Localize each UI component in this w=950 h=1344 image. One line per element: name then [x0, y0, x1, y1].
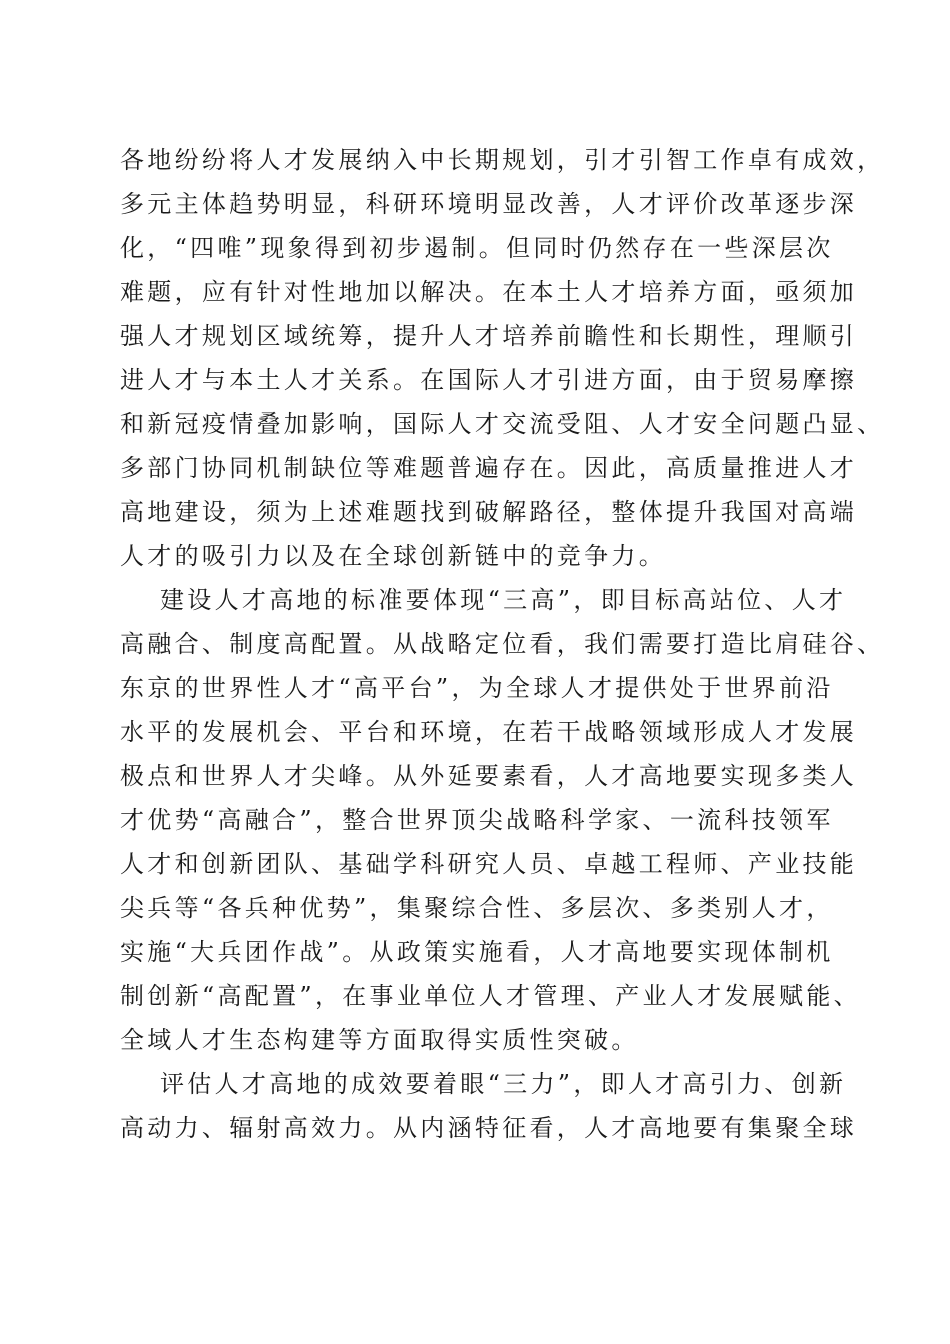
paragraph-1-line-3: 化，“四唯”现象得到初步遏制。但同时仍然存在一些深层次 — [120, 234, 834, 262]
paragraph-2-line-11: 全域人才生态构建等方面取得实质性突破。 — [120, 1026, 639, 1054]
paragraph-2-line-4: 水平的发展机会、平台和环境，在若干战略领域形成人才发展 — [120, 718, 858, 746]
paragraph-2-line-5: 极点和世界人才尖峰。从外延要素看，人才高地要实现多类人 — [120, 762, 858, 790]
paragraph-1-line-2: 多元主体趋势明显，科研环境明显改善，人才评价改革逐步深 — [120, 190, 858, 218]
paragraph-2-line-9: 实施“大兵团作战”。从政策实施看，人才高地要实现体制机 — [120, 938, 834, 966]
paragraph-1-line-1: 各地纷纷将人才发展纳入中长期规划，引才引智工作卓有成效， — [120, 146, 885, 174]
paragraph-2-line-3: 东京的世界性人才“高平台”，为全球人才提供处于世界前沿 — [120, 674, 834, 702]
paragraph-2-line-7: 人才和创新团队、基础学科研究人员、卓越工程师、产业技能 — [120, 850, 858, 878]
paragraph-2-line-6: 才优势“高融合”，整合世界顶尖战略科学家、一流科技领军 — [120, 806, 834, 834]
paragraph-2-line-2: 高融合、制度高配置。从战略定位看，我们需要打造比肩硅谷、 — [120, 630, 885, 658]
paragraph-1-line-10: 人才的吸引力以及在全球创新链中的竞争力。 — [120, 542, 666, 570]
paragraph-2-line-8: 尖兵等“各兵种优势”，集聚综合性、多层次、多类别人才， — [120, 894, 834, 922]
paragraph-1-line-7: 和新冠疫情叠加影响，国际人才交流受阻、人才安全问题凸显、 — [120, 410, 885, 438]
paragraph-2-line-10: 制创新“高配置”，在事业单位人才管理、产业人才发展赋能、 — [120, 982, 861, 1010]
paragraph-1-line-6: 进人才与本土人才关系。在国际人才引进方面，由于贸易摩擦 — [120, 366, 858, 394]
paragraph-3-line-1: 评估人才高地的成效要着眼“三力”，即人才高引力、创新 — [160, 1070, 847, 1098]
paragraph-2-line-1: 建设人才高地的标准要体现“三高”，即目标高站位、人才 — [160, 586, 847, 614]
paragraph-1-line-9: 高地建设，须为上述难题找到破解路径，整体提升我国对高端 — [120, 498, 858, 526]
paragraph-1-line-8: 多部门协同机制缺位等难题普遍存在。因此，高质量推进人才 — [120, 454, 858, 482]
paragraph-3-line-2: 高动力、辐射高效力。从内涵特征看，人才高地要有集聚全球 — [120, 1114, 858, 1142]
paragraph-1-line-5: 强人才规划区域统筹，提升人才培养前瞻性和长期性，理顺引 — [120, 322, 858, 350]
paragraph-1-line-4: 难题，应有针对性地加以解决。在本土人才培养方面，亟须加 — [120, 278, 858, 306]
